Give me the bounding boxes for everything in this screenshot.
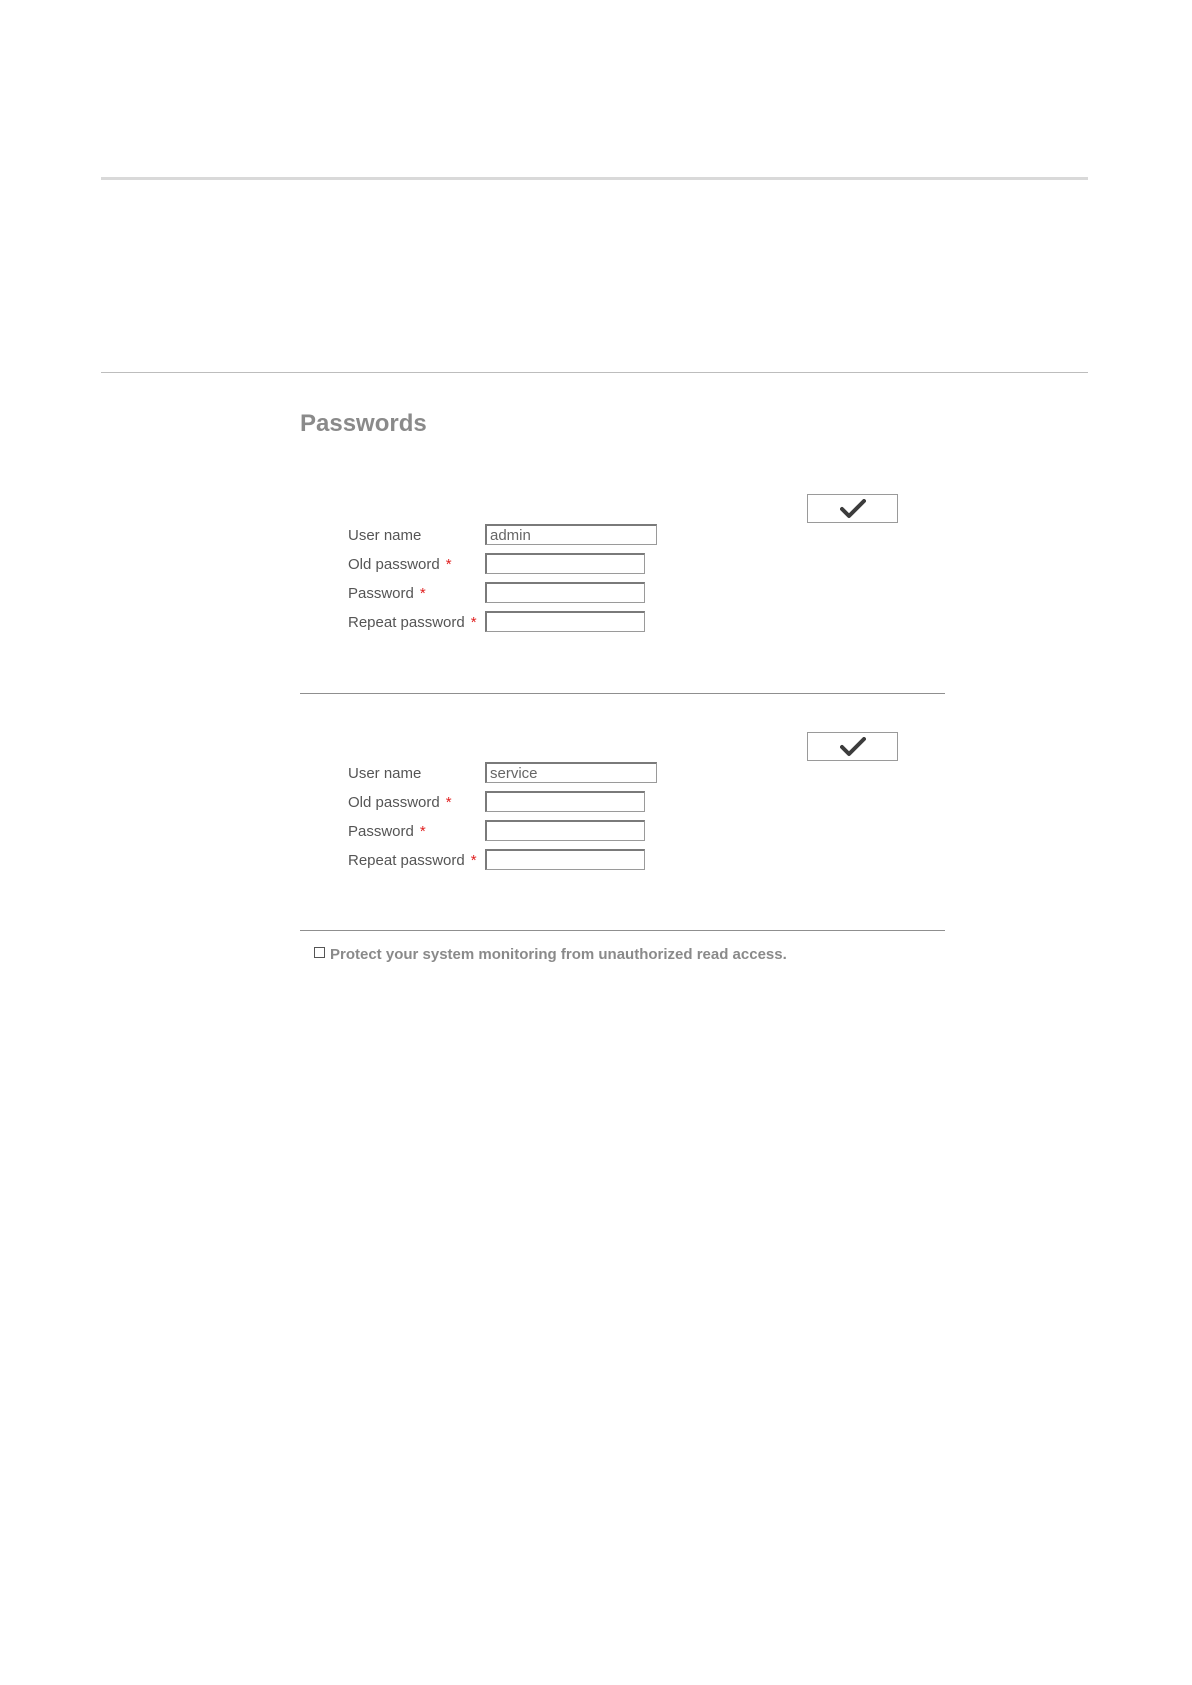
old-password-row bbox=[300, 791, 700, 815]
required-mark: * bbox=[419, 585, 426, 602]
required-mark: * bbox=[419, 823, 426, 840]
repeat-password-row bbox=[300, 611, 700, 635]
checkmark-icon bbox=[840, 737, 866, 757]
user-name-input[interactable] bbox=[485, 524, 657, 545]
protect-monitoring-label: Protect your system monitoring from unauthorized read access. bbox=[330, 946, 787, 963]
admin-apply-button[interactable] bbox=[807, 494, 898, 523]
header-divider bbox=[101, 372, 1088, 373]
user-name-row bbox=[300, 762, 700, 786]
user-name-label: User name bbox=[348, 765, 422, 782]
repeat-password-label: Repeat password * bbox=[348, 614, 477, 631]
old-password-input[interactable] bbox=[485, 553, 645, 574]
old-password-label: Old password * bbox=[348, 794, 452, 811]
service-password-section bbox=[300, 732, 945, 932]
password-label: Password * bbox=[348, 823, 426, 840]
old-password-input[interactable] bbox=[485, 791, 645, 812]
required-mark: * bbox=[445, 556, 452, 573]
user-name-row bbox=[300, 524, 700, 548]
password-input[interactable] bbox=[485, 820, 645, 841]
page-title: Passwords bbox=[300, 410, 427, 437]
repeat-password-input[interactable] bbox=[485, 611, 645, 632]
section-divider bbox=[300, 930, 945, 931]
old-password-label: Old password * bbox=[348, 556, 452, 573]
required-mark: * bbox=[470, 614, 477, 631]
password-input[interactable] bbox=[485, 582, 645, 603]
password-label: Password * bbox=[348, 585, 426, 602]
user-name-input[interactable] bbox=[485, 762, 657, 783]
user-name-label: User name bbox=[348, 527, 422, 544]
repeat-password-row bbox=[300, 849, 700, 873]
top-divider bbox=[101, 177, 1088, 180]
required-mark: * bbox=[445, 794, 452, 811]
protect-monitoring-option[interactable] bbox=[314, 946, 787, 963]
protect-monitoring-checkbox[interactable] bbox=[314, 947, 325, 958]
old-password-row bbox=[300, 553, 700, 577]
section-divider bbox=[300, 693, 945, 694]
repeat-password-label: Repeat password * bbox=[348, 852, 477, 869]
checkmark-icon bbox=[840, 499, 866, 519]
required-mark: * bbox=[470, 852, 477, 869]
service-apply-button[interactable] bbox=[807, 732, 898, 761]
password-row bbox=[300, 820, 700, 844]
repeat-password-input[interactable] bbox=[485, 849, 645, 870]
admin-password-section bbox=[300, 494, 945, 694]
password-row bbox=[300, 582, 700, 606]
